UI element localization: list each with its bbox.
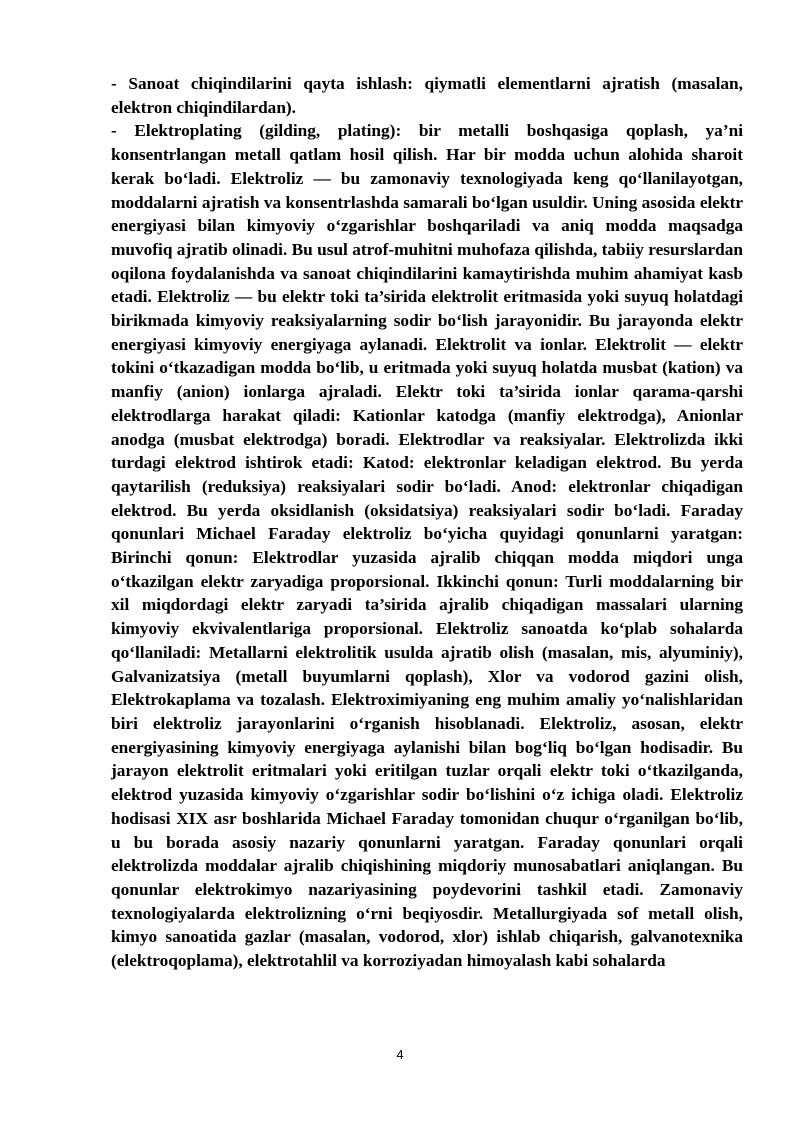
body-text: [111, 72, 743, 973]
paragraph-electroplating-electrolysis: - Elektroplating (gilding, plating): bir metalli boshqasiga qoplash, ya’ni konsentrlangan metall qatlam hosil qilish. Har bir modda uchun alohida sharoit kerak bo‘ladi. Elektroliz — bu zamonaviy texnologiyada keng qo‘llanilayotgan, moddalarni ajratish va konsentrlashda samarali bo‘lgan usuldir. Uning asosida elektr energiyasi bilan kimyoviy o‘zgarishlar boshqariladi va aniq modda maqsadga muvofiq ajratib olinadi. Bu usul atrof-muhitni muhofaza qilishda, tabiiy resurslardan oqilona foydalanishda va sanoat chiqindilarini kamaytirishda muhim ahamiyat kasb etadi. Elektroliz — bu elektr toki ta’sirida elektrolit eritmasida yoki suyuq holatdagi birikmada kimyoviy reaksiyalarning sodir bo‘lish jarayonidir. Bu jarayonda elektr energiyasi kimyoviy energiyaga aylanadi. Elektrolit va ionlar. Elektrolit — elektr tokini o‘tkazadigan modda bo‘lib, u eritmada yoki suyuq holatda musbat (kation) va manfiy (anion) ionlarga ajraladi. Elektr toki ta’sirida ionlar qarama-qarshi elektrodlarga harakat qiladi: Kationlar katodga (manfiy elektrodga), Anionlar anodga (musbat elektrodga) boradi. Elektrodlar va reaksiyalar. Elektrolizda ikki turdagi elektrod ishtirok etadi: Katod: elektronlar keladigan elektrod. Bu yerda qaytarilish (reduksiya) reaksiyalari sodir bo‘ladi. Anod: elektronlar chiqadigan elektrod. Bu yerda oksidlanish (oksidatsiya) reaksiyalari sodir bo‘ladi. Faraday qonunlari Michael Faraday elektroliz bo‘yicha quyidagi qonunlarni yaratgan: Birinchi qonun: Elektrodlar yuzasida ajralib chiqqan modda miqdori unga o‘tkazilgan elektr zaryadiga proporsional. Ikkinchi qonun: Turli moddalarning bir xil miqdordagi elektr zaryadi ta’sirida ajralib chiqadigan massalari ularning kimyoviy ekvivalentlariga proporsional. Elektroliz sanoatda ko‘plab sohalarda qo‘llaniladi: Metallarni elektrolitik usulda ajratib olish (masalan, mis, alyuminiy), Galvanizatsiya (metall buyumlarni qoplash), Xlor va vodorod gazini olish, Elektrokaplama va tozalash. Elektroximiyaning eng muhim amaliy yo‘nalishlaridan biri elektroliz jarayonlarini o‘rganish hisoblanadi. Elektroliz, asosan, elektr energiyasining kimyoviy energiyaga aylanishi bilan bog‘liq bo‘lgan hodisadir. Bu jarayon elektrolit eritmalari yoki eritilgan tuzlar orqali elektr toki o‘tkazilganda, elektrod yuzasida kimyoviy o‘zgarishlar sodir bo‘lishini o‘z ichiga oladi. Elektroliz hodisasi XIX asr boshlarida Michael Faraday tomonidan chuqur o‘rganilgan bo‘lib, u bu borada asosiy nazariy qonunlarni yaratgan. Faraday qonunlari orqali elektrolizda moddalar ajralib chiqishining miqdoriy munosabatlari aniqlangan. Bu qonunlar elektrokimyo nazariyasining poydevorini tashkil etadi. Zamonaviy texnologiyalarda elektrolizning o‘rni beqiyosdir. Metallurgiyada sof metall olish, kimyo sanoatida gazlar (masalan, vodorod, xlor) ishlab chiqarish, galvanotexnika (elektroqoplama), elektrotahlil va korroziyadan himoyalash kabi sohalarda: [111, 121, 743, 971]
paragraph-industrial-waste: - Sanoat chiqindilarini qayta ishlash: qiymatli elementlarni ajratish (masalan, elektron chiqindilardan).: [111, 74, 743, 117]
document-page: [111, 72, 743, 973]
page-number: 4: [396, 1047, 404, 1062]
